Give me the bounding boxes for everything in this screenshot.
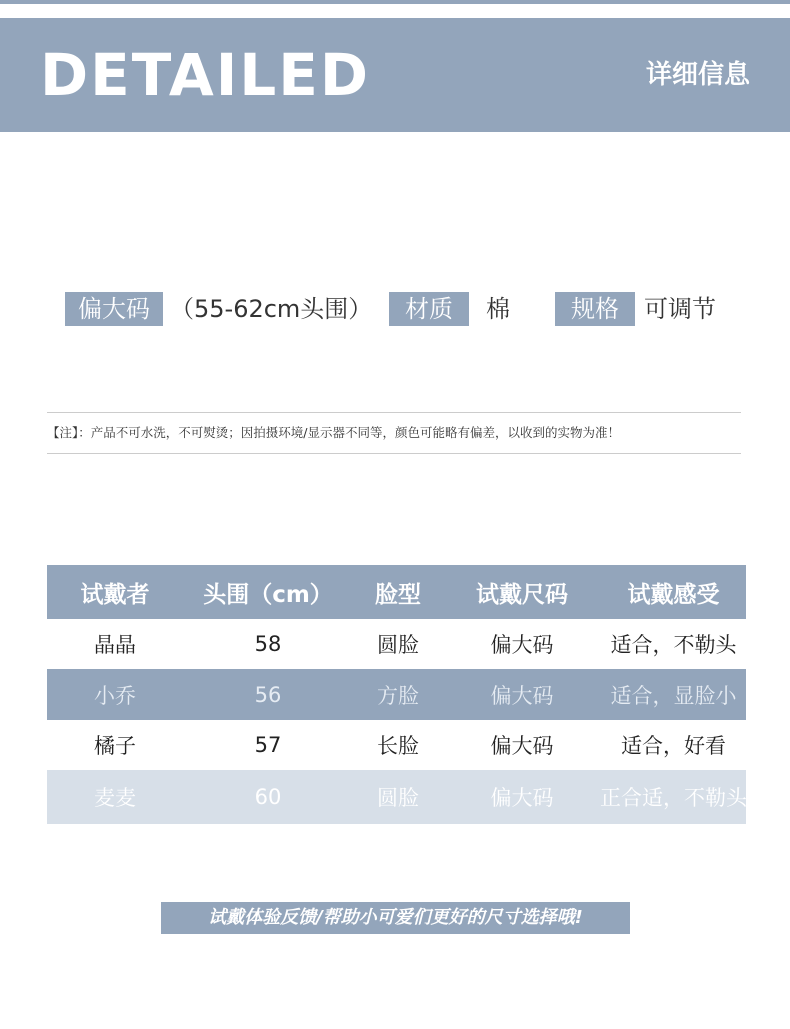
column-header: 脸型: [375, 581, 421, 608]
table-cell: 圆脸: [377, 633, 419, 657]
feedback-banner: 试戴体验反馈/帮助小可爱们更好的尺寸选择哦!: [161, 902, 630, 934]
top-divider: [0, 0, 790, 4]
fit-table: [47, 565, 746, 824]
column-header: 头围（cm）: [203, 581, 333, 608]
header-subtitle: 详细信息: [645, 60, 750, 90]
note-divider-top: [47, 412, 741, 413]
table-row: [47, 770, 746, 824]
column-header: 试戴感受: [627, 581, 720, 608]
table-cell: 圆脸: [377, 786, 419, 810]
table-cell: 适合，好看: [621, 734, 726, 758]
table-cell: 正合适，不勒头: [600, 786, 747, 810]
table-row: [47, 720, 746, 770]
care-note: 【注】：产品不可水洗，不可熨烫；因拍摄环境/显示器不同等，颜色可能略有偏差，以收到的实物为准！: [47, 425, 620, 440]
material-tag: 材质: [389, 292, 469, 326]
table-cell: 方脸: [377, 683, 419, 708]
material-value: 棉: [486, 295, 510, 323]
table-cell: 56: [254, 682, 282, 707]
table-row: [47, 669, 746, 720]
table-cell: 偏大码: [490, 633, 554, 657]
spec-value: 可调节: [644, 295, 716, 323]
size-tag: 偏大码: [65, 292, 163, 326]
table-cell: 偏大码: [490, 786, 554, 810]
table-cell: 57: [254, 733, 282, 757]
spec-row: [0, 292, 790, 326]
spec-tag: 规格: [555, 292, 635, 326]
note-divider-bottom: [47, 453, 741, 454]
table-cell: 晶晶: [94, 633, 136, 657]
header-title: DETAILED: [40, 41, 371, 109]
table-cell: 麦麦: [94, 786, 136, 810]
header-bar: [0, 18, 790, 132]
table-cell: 小乔: [94, 683, 136, 708]
table-cell: 适合，显脸小: [610, 683, 737, 708]
size-value: （55-62cm头围）: [170, 295, 373, 323]
table-cell: 偏大码: [490, 734, 554, 758]
column-header: 试戴者: [80, 581, 150, 608]
table-cell: 长脸: [377, 734, 419, 758]
table-cell: 58: [254, 632, 282, 656]
table-cell: 橘子: [94, 734, 136, 758]
table-cell: 适合，不勒头: [610, 633, 737, 657]
table-header-row: [47, 565, 746, 619]
column-header: 试戴尺码: [476, 581, 568, 608]
table-cell: 60: [254, 785, 282, 809]
table-cell: 偏大码: [490, 683, 554, 708]
table-row: [47, 619, 746, 669]
